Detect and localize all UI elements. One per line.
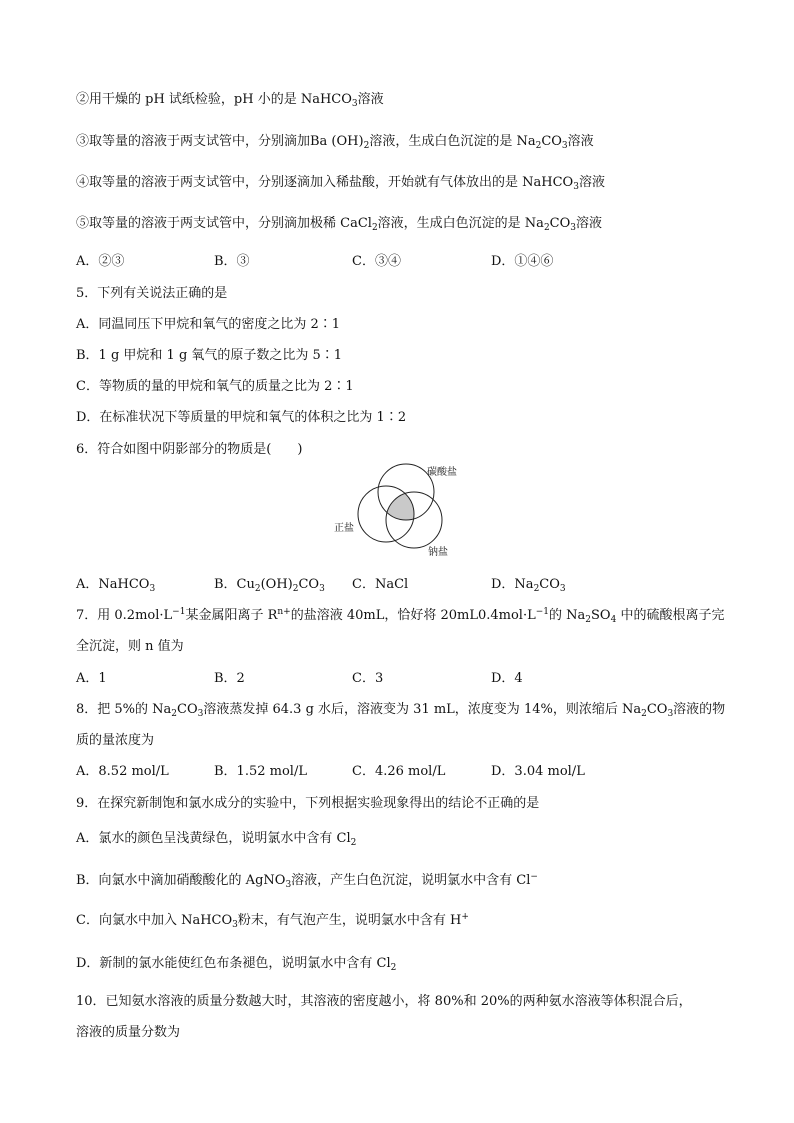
q6-option-c: C．NaCl <box>352 577 409 592</box>
statement-3: ③取等量的溶液于两支试管中，分别滴加Ba $(OH)_2$溶液，生成白色沉淀的是 $Na_2CO_3$溶液 <box>76 134 594 151</box>
venn-label-carbonate: 碳酸盐 <box>427 467 457 478</box>
q7-option-a: A．1 <box>76 671 107 686</box>
q9-option-d: D．新制的氯水能使红色布条褪色，说明氯水中含有 $Cl_2$ <box>76 956 397 973</box>
q6-stem: 6．符合如图中阴影部分的物质是( ) <box>76 442 303 457</box>
q7-stem-line2: 全沉淀，则 n 值为 <box>76 639 184 654</box>
option-b: B．③ <box>214 254 250 269</box>
q5-option-d: D．在标准状况下等质量的甲烷和氧气的体积之比为 1∶2 <box>76 410 407 425</box>
q7-stem-line1: 7．用 $0.2mol\cdot L^{-1}$某金属阳离子 $R^{n+}$的盐溶液 40mL，恰好将 $20mL0.4mol\cdot L^{-1}$的 $Na_2SO_4$ 中的硫酸根离子完 <box>76 607 725 625</box>
q9-option-c: C．向氯水中加入 NaHCO$_3$粉末，有气泡产生，说明氯水中含有 H+ <box>76 912 469 930</box>
option-d: D．①④⑥ <box>491 254 554 269</box>
q8-option-a: A．8.52 mol/L <box>76 764 169 779</box>
option-c: C．③④ <box>352 254 401 269</box>
q6-option-d: D．$Na_2CO_3$ <box>491 577 566 594</box>
q8-stem-line2: 质的量浓度为 <box>76 733 155 748</box>
q8-stem-line1: 8．把 5%的 $Na_2CO_3$溶液蒸发掉 64.3 g 水后，溶液变为 31 mL，浓度变为 14%，则浓缩后 $Na_2CO_3$溶液的物 <box>76 702 726 719</box>
statement-4: ④取等量的溶液于两支试管中，分别逐滴加入稀盐酸，开始就有气体放出的是 NaHCO$_3$溶液 <box>76 175 605 192</box>
venn-circle-sodium-salt <box>386 492 442 548</box>
q8-option-b: B．1.52 mol/L <box>214 764 307 779</box>
statement-2: ②用干燥的 pH 试纸检验，pH 小的是 NaHCO$_3$溶液 <box>76 92 384 109</box>
q9-stem: 9．在探究新制饱和氯水成分的实验中，下列根据实验现象得出的结论不正确的是 <box>76 796 540 811</box>
q9-option-a: A．氯水的颜色呈浅黄绿色，说明氯水中含有 $Cl_2$ <box>76 831 357 848</box>
venn-label-normal-salt: 正盐 <box>334 523 354 534</box>
q7-option-b: B．2 <box>214 671 245 686</box>
q7-option-d: D．4 <box>491 671 523 686</box>
q5-option-a: A．同温同压下甲烷和氧气的密度之比为 2∶1 <box>76 317 341 332</box>
q6-option-a: A．NaHCO$_3$ <box>76 577 156 594</box>
q7-option-c: C．3 <box>352 671 384 686</box>
q6-option-b: B．$Cu_2(OH)_2CO_3$ <box>214 577 325 594</box>
q5-stem: 5．下列有关说法正确的是 <box>76 286 228 301</box>
q8-option-d: D．3.04 mol/L <box>491 764 585 779</box>
q5-option-c: C．等物质的量的甲烷和氧气的质量之比为 2∶1 <box>76 379 354 394</box>
q9-option-b: B．向氯水中滴加硝酸酸化的 AgNO$_3$溶液，产生白色沉淀，说明氯水中含有 Cl− <box>76 872 538 890</box>
venn-label-sodium-salt: 钠盐 <box>428 547 448 558</box>
venn-diagram <box>330 458 480 558</box>
q8-option-c: C．4.26 mol/L <box>352 764 446 779</box>
q10-stem-line1: 10．已知氨水溶液的质量分数越大时，其溶液的密度越小，将 80%和 20%的两种氨水溶液等体积混合后， <box>76 994 692 1009</box>
statement-5: ⑤取等量的溶液于两支试管中，分别滴加极稀 CaCl$_2$溶液，生成白色沉淀的是 $Na_2CO_3$溶液 <box>76 216 603 233</box>
q10-stem-line2: 溶液的质量分数为 <box>76 1025 181 1040</box>
q5-option-b: B．1 g 甲烷和 1 g 氧气的原子数之比为 5∶1 <box>76 348 343 363</box>
option-a: A．②③ <box>76 254 125 269</box>
